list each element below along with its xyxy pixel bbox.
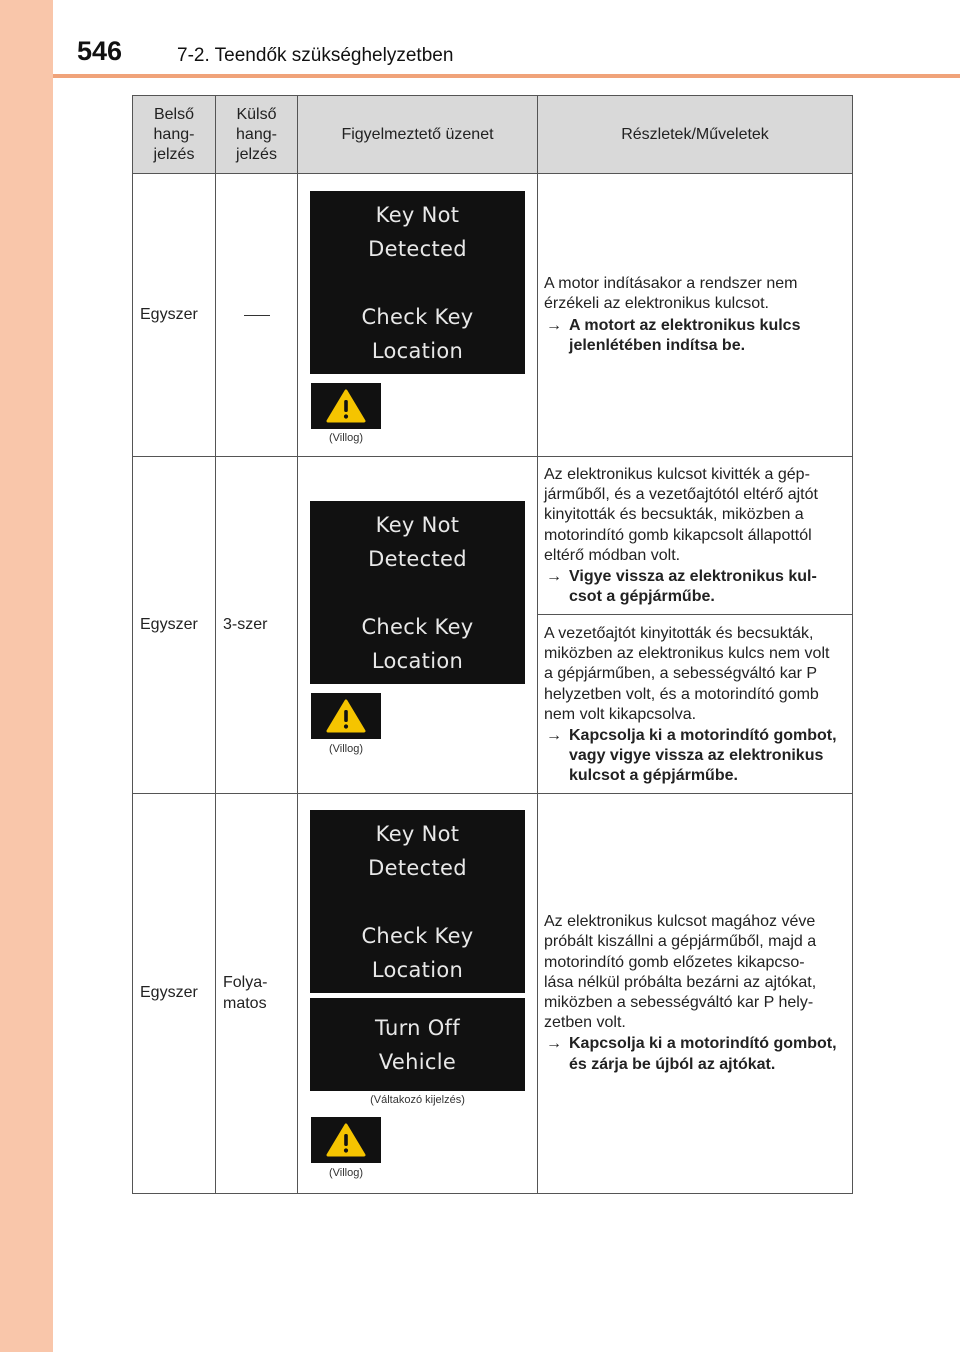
warning-triangle-icon — [326, 389, 366, 423]
row1-internal-buzzer — [133, 174, 216, 457]
row1-action-text: A motort az elektronikus kulcs jelenlétében indítsa be. — [569, 316, 801, 354]
row1-internal-text: Egyszer — [140, 305, 198, 323]
screen-line: Check Key — [361, 304, 474, 329]
screen-line: Detected — [368, 546, 467, 571]
row2b-detail-line: miközben az elektronikus kulcs nem volt — [544, 645, 830, 663]
column-header-internal: Belső hang- jelzés — [133, 96, 216, 174]
screen-line: Turn Off — [375, 1015, 460, 1040]
row3-details-cell — [538, 794, 853, 1194]
row2-display-key-not-detected — [310, 501, 525, 684]
row3-detail-line: miközben a sebességváltó kar P hely- — [544, 994, 814, 1011]
row3-external-buzzer — [216, 794, 298, 1194]
row2a-detail-line: kinyitották és becsukták, miközben a — [544, 506, 804, 524]
row3-warning-indicator — [311, 1117, 381, 1163]
row1-details-cell — [538, 174, 853, 457]
row2b-action-text: Kapcsolja ki a motorindító gombot, vagy vigye vissza az elektronikus kulcsot a gépjárműbe. — [569, 727, 837, 785]
column-header-message: Figyelmeztető üzenet — [298, 96, 538, 174]
row2-external-buzzer — [216, 457, 298, 794]
row2b-detail-line: helyzetben volt, és a motorindító gomb — [544, 685, 819, 703]
row2-details-cell-b — [538, 615, 853, 794]
screen-line: Location — [371, 957, 464, 982]
row2b-detail-line: nem volt kikapcsolva. — [544, 705, 697, 723]
screen-line: Key Not — [375, 512, 460, 537]
screen-line: Detected — [368, 855, 467, 880]
row2a-detail-line: Az elektronikus kulcsot kivitték a gép- — [544, 466, 810, 483]
row2-internal-text: Egyszer — [140, 615, 198, 633]
row3-detail-line: Az elektronikus kulcsot magához véve — [544, 913, 816, 931]
row1-display-key-not-detected — [310, 191, 525, 374]
screen-line: Key Not — [375, 821, 460, 846]
screen-line: Location — [371, 648, 464, 673]
screen-line: Key Not — [375, 202, 460, 227]
row3-display-turn-off-vehicle — [310, 998, 525, 1091]
row3-detail-line: motorindító gomb előzetes kikapcso- — [544, 953, 805, 971]
section-title: 7-2. Teendők szükséghelyzetben — [177, 45, 454, 66]
row1-detail-text: A motor indításakor a rendszer nem érzékeli az elektronikus kulcsot. — [544, 275, 798, 313]
row3-detail-line: lása nélkül próbálta bezárni az ajtókat, — [544, 973, 817, 991]
arrow-icon: → — [546, 727, 562, 745]
warning-triangle-icon — [326, 699, 366, 733]
column-header-external: Külső hang- jelzés — [216, 96, 298, 174]
row1-message-cell — [298, 174, 538, 457]
row2-external-text: 3-szer — [223, 615, 268, 633]
row3-internal-buzzer — [133, 794, 216, 1194]
row3-internal-text: Egyszer — [140, 984, 198, 1002]
screen-line: Location — [371, 338, 464, 363]
page-sidebar-tab — [0, 0, 53, 1352]
row2a-action-text: Vigye vissza az elektronikus kul- csot a gépjárműbe. — [569, 568, 817, 606]
row2a-detail-line: eltérő módban volt. — [544, 546, 681, 564]
arrow-icon: → — [546, 568, 562, 586]
row2-details-cell-a — [538, 457, 853, 615]
row1-external-buzzer — [216, 174, 298, 457]
row1-warning-indicator — [311, 383, 381, 429]
screen-line: Check Key — [361, 923, 474, 948]
arrow-icon: → — [546, 316, 562, 334]
row1-blink-caption: (Villog) — [328, 432, 364, 444]
row3-external-text: Folya- matos — [223, 974, 268, 1012]
row2-warning-indicator — [311, 693, 381, 739]
page-number: 546 — [77, 36, 123, 66]
row2-blink-caption: (Villog) — [328, 743, 364, 755]
row3-display-key-not-detected — [310, 810, 525, 993]
row3-action-text: Kapcsolja ki a motorindító gombot, és zárja be újból az ajtókat. — [569, 1035, 837, 1073]
row2b-detail-line: a gépjárműben, a sebességváltó kar P — [544, 665, 818, 683]
row1-external-dash — [244, 315, 270, 316]
screen-line: Detected — [368, 236, 467, 261]
row2a-detail-line: járműből, és a vezetőajtótól eltérő ajtót — [544, 486, 818, 504]
warning-triangle-icon — [326, 1123, 366, 1157]
row2a-detail-line: motorindító gomb kikapcsolt állapottól — [544, 526, 812, 544]
row2-internal-buzzer — [133, 457, 216, 794]
warning-message-table — [132, 95, 853, 1194]
row3-detail-line: zetben volt. — [544, 1014, 626, 1032]
row3-message-cell — [298, 794, 538, 1194]
row3-blink-caption: (Villog) — [328, 1167, 364, 1179]
column-header-details: Részletek/Műveletek — [538, 96, 853, 174]
header-rule — [53, 74, 960, 78]
row3-detail-line: próbált kiszállni a gépjárműből, majd a — [544, 933, 817, 951]
screen-line: Vehicle — [378, 1049, 457, 1074]
screen-line: Check Key — [361, 614, 474, 639]
row2b-detail-line: A vezetőajtót kinyitották és becsukták, — [544, 625, 814, 642]
page-header — [53, 0, 960, 80]
row3-alternating-caption: (Váltakozó kijelzés) — [370, 1094, 465, 1106]
arrow-icon: → — [546, 1035, 562, 1053]
row2-message-cell — [298, 457, 538, 794]
